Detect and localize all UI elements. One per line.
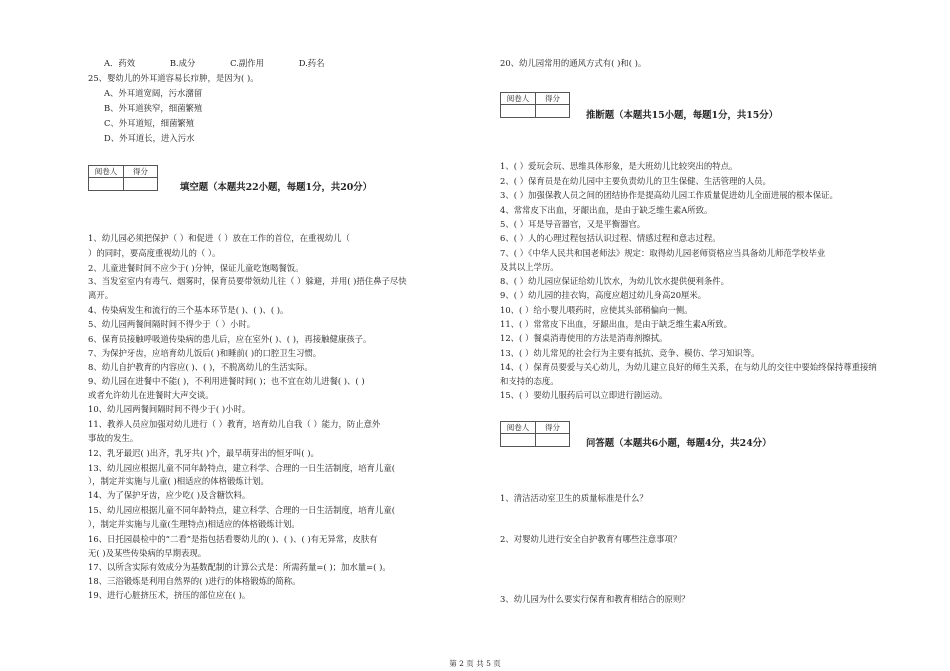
fill-line: 11、教养人员应加强对幼儿进行（ ）教育，培育幼儿自我（ ）能力，防止意外 bbox=[88, 419, 381, 429]
q25-stem: 25、婴幼儿的外耳道容易长疖肿，是因为( )。 bbox=[88, 73, 259, 83]
judge-line: 及其以上学历。 bbox=[500, 262, 559, 272]
fill-line: 3、当发室室内有毒气、烟雾时，保育员要带领幼儿往（ ）躲避，并用( )捂住鼻子尽快 bbox=[88, 276, 407, 286]
qa-question: 2、对婴幼儿进行安全自护教育有哪些注意事项？ bbox=[500, 534, 682, 544]
fill-line: 10、幼儿园两餐间隔时间不得少于( )小时。 bbox=[88, 404, 251, 414]
section-title-judgement: 推断题（本题共15小题，每题1分，共15分） bbox=[586, 110, 778, 121]
fill-line: 8、幼儿自护教育的内容应( )、( )，不脱离幼儿的生活实际。 bbox=[88, 362, 313, 372]
fill-line: 15、幼儿园应根据儿童不同年龄特点，建立科学、合理的一日生活制度，培育儿童( bbox=[88, 505, 396, 515]
q20-line: 20、幼儿园常用的通风方式有( )和( )。 bbox=[500, 58, 647, 68]
fill-line: 1、幼儿园必须把保护（ ）和促进（ ）放在工作的首位，在重视幼儿（ bbox=[88, 233, 350, 243]
fill-line: 或者允许幼儿在进餐时大声交谈。 bbox=[88, 390, 214, 400]
fill-line: 6、保育员接触呼吸道传染病的患儿后，应在室外( )、( )，再接触健康孩子。 bbox=[88, 334, 372, 344]
judge-line: 12、( ）餐桌消毒使用的方法是消毒剂擦拭。 bbox=[500, 333, 668, 343]
fill-line: 12、乳牙最迟( )出齐，乳牙共( )个，最早萌芽出的恒牙叫( )。 bbox=[88, 448, 319, 458]
judge-line: 6、( ）人的心理过程包括认识过程、情感过程和意志过程。 bbox=[500, 233, 721, 243]
fill-line: 18、三浴锻炼是利用自然界的( )进行的体格锻炼的简称。 bbox=[88, 576, 301, 586]
judge-line: 3、( ）加强保教人员之间的团结协作是提高幼儿园工作质量促进幼儿全面进展的根本保证。 bbox=[500, 190, 838, 200]
fill-line: 17、以所含实际有效成分为基数配制的计算公式是：所需药量=( )；加水量=( )。 bbox=[88, 562, 391, 572]
score-label: 得分 bbox=[133, 167, 148, 176]
section-title-fill-in: 填空题（本题共22小题，每题1分，共20分） bbox=[180, 182, 372, 193]
judge-line: 2、( ）保育员是在幼儿园中主要负责幼儿的卫生保健、生活管理的人员。 bbox=[500, 176, 771, 186]
fill-line: 19、进行心脏挤压术，挤压的部位应在( )。 bbox=[88, 590, 251, 600]
judge-line: 10、( ）给小婴儿喂药时，应使其头部稍偏向一侧。 bbox=[500, 305, 693, 315]
judge-line: 7、( ）《中华人民共和国老师法》规定：取得幼儿园老师资格应当具备幼儿师范学校毕业 bbox=[500, 248, 826, 258]
fill-line: 9、幼儿园在进餐中不能( )，不利用进餐时间( )；也不宜在幼儿进餐( )、( ) bbox=[88, 376, 365, 386]
score-label: 得分 bbox=[545, 94, 560, 103]
judge-line: 和支持的态度。 bbox=[500, 376, 559, 386]
judge-line: 5、( ）耳是导音器官，又是平衡器官。 bbox=[500, 219, 646, 229]
fill-line: ）的同时，要高度重视幼儿的（ ）。 bbox=[88, 248, 221, 258]
reviewer-label: 阅卷人 bbox=[89, 166, 124, 177]
judge-line: 13、( ）幼儿常见的社会行为主要有抵抗、竞争、模仿、学习知识等。 bbox=[500, 348, 760, 358]
qa-question: 1、清洁活动室卫生的质量标准是什么？ bbox=[500, 493, 648, 503]
score-box-fill-in bbox=[88, 165, 158, 191]
judge-line: 14、( ）保育员要爱与关心幼儿，为幼儿建立良好的师生关系，在与幼儿的交往中要始终保持尊重接纳 bbox=[500, 362, 877, 372]
fill-line: 2、儿童进餐时间不应少于( )分钟，保证儿童吃饱喝餐饭。 bbox=[88, 263, 304, 273]
q24-option-a: A．药效 bbox=[104, 58, 136, 68]
fill-line: ），制定并实施与儿童( )相适应的体格锻炼计划。 bbox=[88, 476, 269, 486]
fill-line: 离开。 bbox=[88, 290, 114, 300]
q25-option-a: A、外耳道宽阔，污水潴留 bbox=[104, 88, 203, 98]
judge-line: 8、( ）幼儿园应保证给幼儿饮水，为幼儿饮水提供便利条件。 bbox=[500, 276, 730, 286]
judge-line: 9、( ）幼儿园的挂衣钩，高度应超过幼儿身高20厘米。 bbox=[500, 290, 707, 300]
q24-option-c: C.副作用 bbox=[230, 58, 265, 68]
page-number: 第 2 页 共 5 页 bbox=[449, 659, 501, 668]
judge-line: 4、常常皮下出血，牙龈出血，是由于缺乏维生素A所致。 bbox=[500, 205, 713, 215]
fill-line: 5、幼儿园两餐间隔时间不得少于（ ）小时。 bbox=[88, 319, 256, 329]
fill-line: 事故的发生。 bbox=[88, 433, 139, 443]
q25-option-b: B、外耳道狭窄，细菌繁殖 bbox=[104, 103, 203, 113]
fill-line: 14、为了保护牙齿，应少吃( )及含糖饮料。 bbox=[88, 490, 251, 500]
reviewer-label: 阅卷人 bbox=[501, 93, 536, 104]
section-title-qa: 问答题（本题共6小题，每题4分，共24分） bbox=[586, 438, 772, 449]
score-box-qa bbox=[500, 421, 570, 447]
q25-option-c: C、外耳道短，细菌繁殖 bbox=[104, 118, 195, 128]
fill-line: 13、幼儿园应根据儿童不同年龄特点，建立科学、合理的一日生活制度，培育儿童( bbox=[88, 463, 396, 473]
score-label: 得分 bbox=[545, 423, 560, 432]
q24-option-b: B.成分 bbox=[169, 58, 196, 68]
judge-line: 11、( ）常常皮下出血，牙龈出血，是由于缺乏维生素A所致。 bbox=[500, 319, 733, 329]
judge-line: 1、( ）爱玩会玩、思维具体形象，是大班幼儿比较突出的特点。 bbox=[500, 161, 738, 171]
fill-line: 无( )及某些传染病的早期表现。 bbox=[88, 548, 207, 558]
fill-line: 7、为保护牙齿，应培育幼儿饭后( )和睡前( )的口腔卫生习惯。 bbox=[88, 348, 322, 358]
q25-option-d: D、外耳道长，进入污水 bbox=[104, 133, 195, 143]
judge-line: 15、( ）要幼儿服药后可以立即进行剧运动。 bbox=[500, 390, 668, 400]
score-box-judgement bbox=[500, 92, 570, 118]
q24-options bbox=[104, 58, 357, 69]
qa-question: 3、幼儿园为什么要实行保育和教育相结合的原则？ bbox=[500, 594, 690, 604]
q24-option-d: D.药名 bbox=[298, 58, 325, 68]
fill-line: 4、传染病发生和流行的三个基本环节是( )、( )、( )。 bbox=[88, 305, 289, 315]
reviewer-label: 阅卷人 bbox=[501, 422, 536, 433]
fill-line: ），制定并实施与儿童(生理特点)相适应的体格锻炼计划。 bbox=[88, 519, 300, 529]
fill-line: 16、日托园晨检中的“二看”是指包括看婴幼儿的( )、( )、( )有无异常，皮肤有 bbox=[88, 534, 378, 544]
